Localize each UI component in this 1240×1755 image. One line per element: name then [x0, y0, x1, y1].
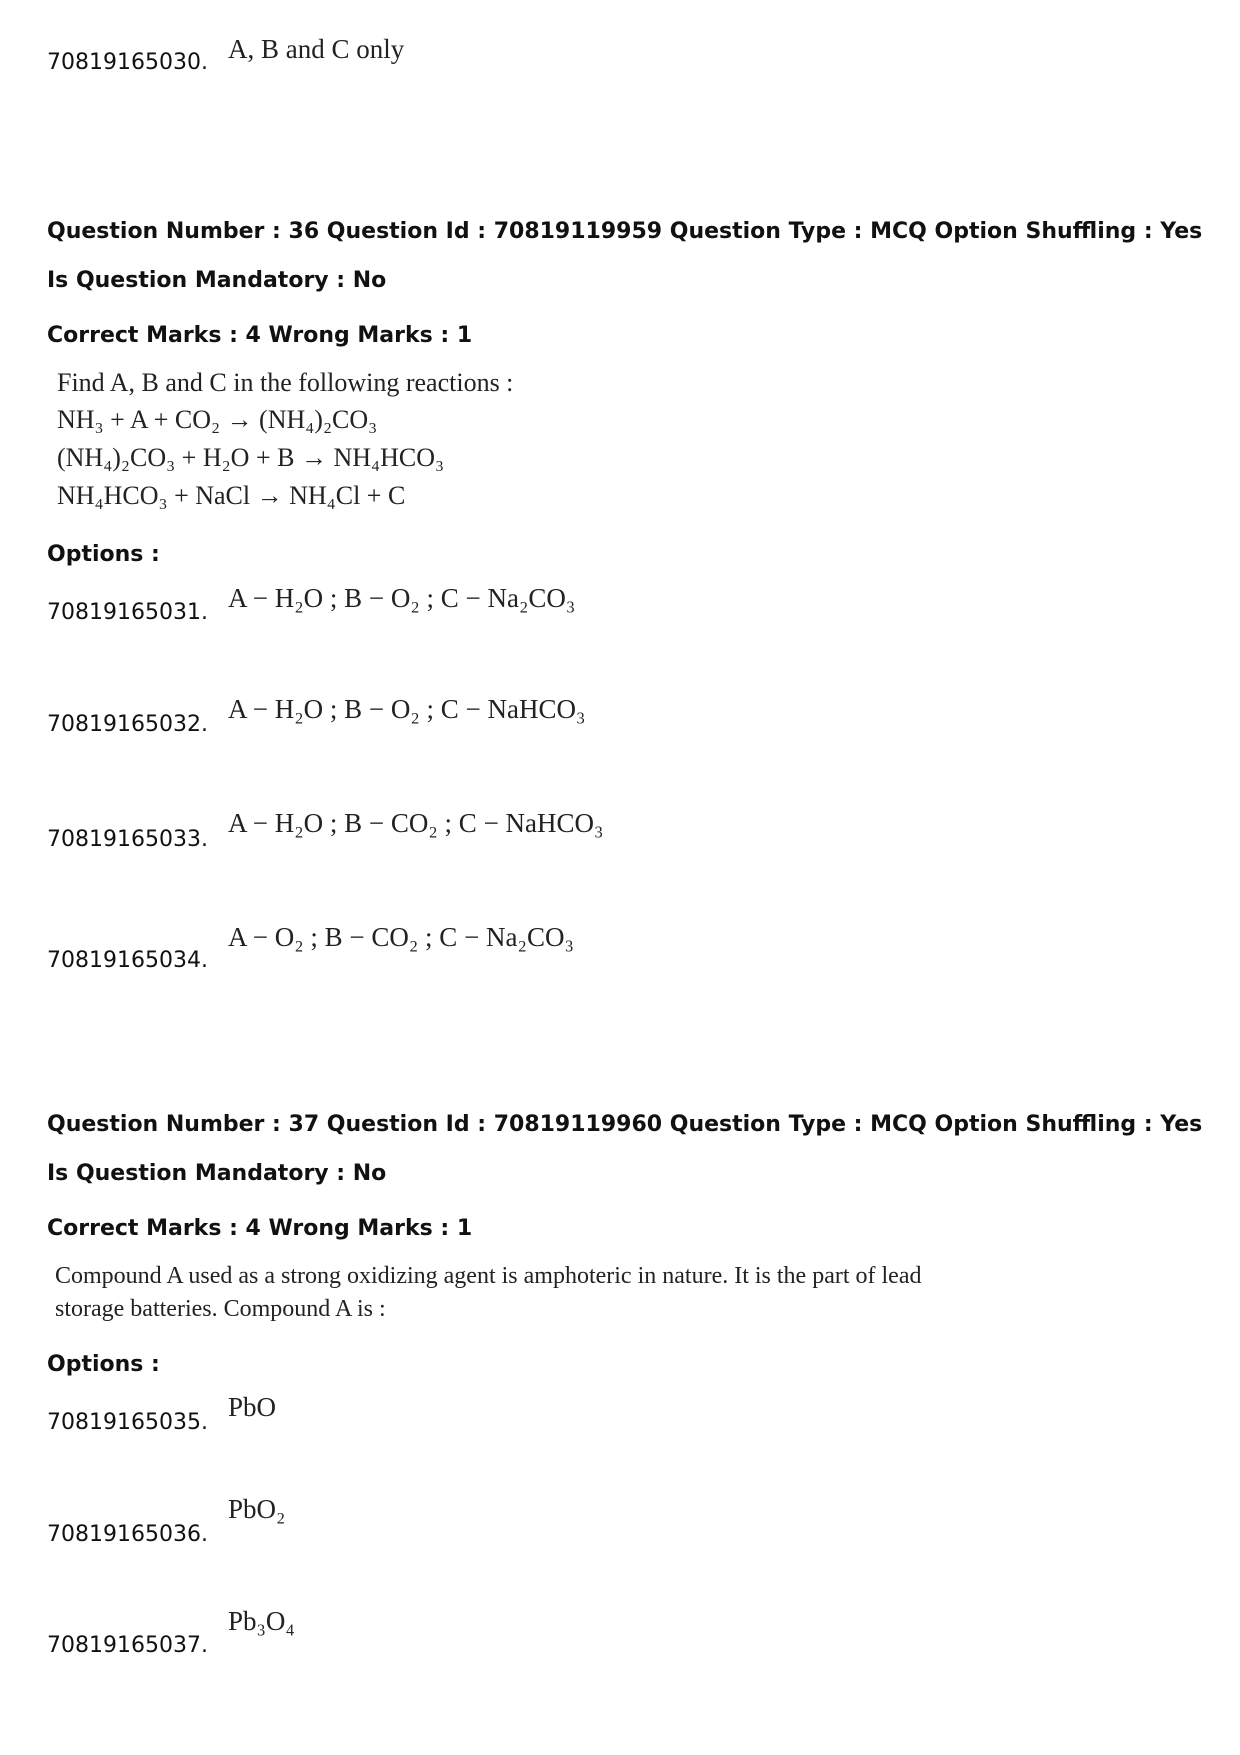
options-label: Options :: [47, 1352, 160, 1377]
question-header: Question Number : 37 Question Id : 70819119960 Question Type : MCQ Option Shuffling : Yes: [47, 1112, 1203, 1137]
question-stem: Find A, B and C in the following reactions :: [57, 368, 514, 397]
question-stem-line2: storage batteries. Compound A is :: [55, 1296, 386, 1322]
question-marks: Correct Marks : 4 Wrong Marks : 1: [47, 1216, 473, 1241]
option-text: A − H₂O ; B − O₂ ; C − NaHCO₃: [228, 694, 586, 724]
question-stem-line1: Compound A used as a strong oxidizing agent is amphoteric in nature. It is the part of lead: [55, 1263, 922, 1289]
options-label: Options :: [47, 542, 160, 567]
question-mandatory: Is Question Mandatory : No: [47, 268, 387, 293]
option-id: 70819165036.: [47, 1522, 208, 1547]
reaction-2: (NH₄)₂CO₃ + H₂O + B → NH₄HCO₃: [57, 443, 445, 472]
option-text: Pb₃O₄: [228, 1606, 295, 1636]
question-mandatory: Is Question Mandatory : No: [47, 1161, 387, 1186]
option-id: 70819165034.: [47, 948, 208, 973]
option-text: A, B and C only: [228, 34, 405, 64]
reaction-1: NH₃ + A + CO₂ → (NH₄)₂CO₃: [57, 405, 378, 434]
option-text: A − H₂O ; B − CO₂ ; C − NaHCO₃: [228, 808, 604, 838]
option-text: PbO₂: [228, 1494, 286, 1524]
option-text: PbO: [228, 1392, 277, 1422]
option-id: 70819165030.: [47, 50, 208, 75]
option-text: A − O₂ ; B − CO₂ ; C − Na₂CO₃: [228, 922, 574, 952]
option-id: 70819165032.: [47, 712, 208, 737]
option-id: 70819165031.: [47, 600, 208, 625]
question-marks: Correct Marks : 4 Wrong Marks : 1: [47, 323, 473, 348]
reaction-3: NH₄HCO₃ + NaCl → NH₄Cl + C: [57, 481, 406, 510]
option-id: 70819165035.: [47, 1410, 208, 1435]
option-text: A − H₂O ; B − O₂ ; C − Na₂CO₃: [228, 583, 576, 613]
option-id: 70819165033.: [47, 827, 208, 852]
question-header: Question Number : 36 Question Id : 70819119959 Question Type : MCQ Option Shuffling : Yes: [47, 219, 1203, 244]
option-id: 70819165037.: [47, 1633, 208, 1658]
